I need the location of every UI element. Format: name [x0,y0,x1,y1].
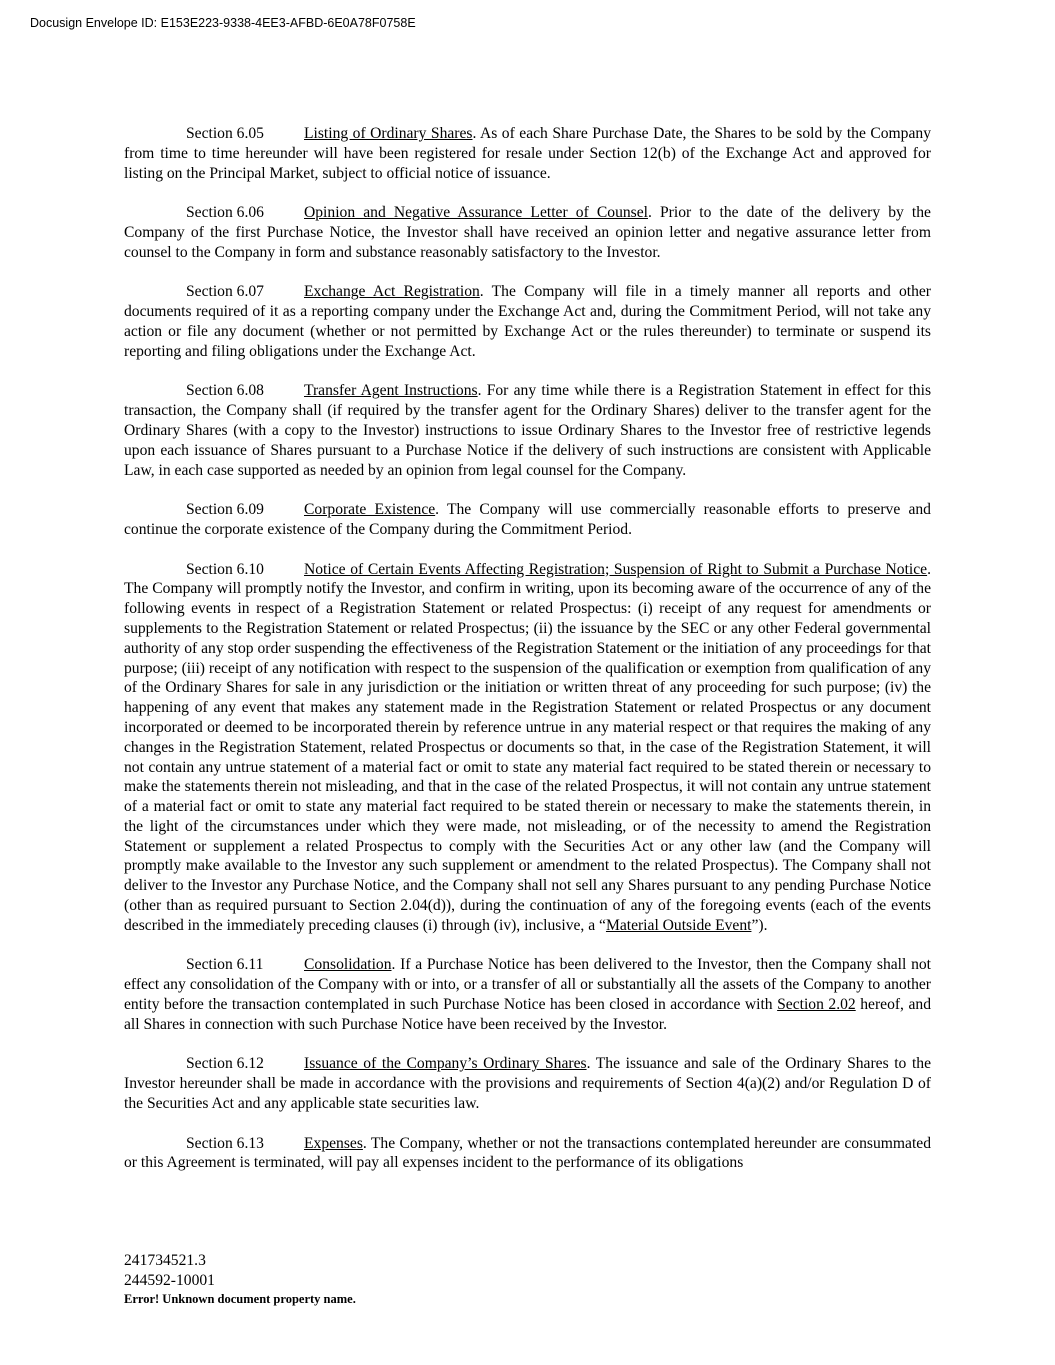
page-footer [124,1251,356,1308]
section-tail: hereof, and all Shares in connection with such Purchase Notice have been received by the Investor. [124,996,931,1033]
section-text: . If a Purchase Notice has been delivered to the Investor, then the Company shall not effect any consolidation of the Company with or into, or a transfer of all or substantially all the assets of the Company to another entity before the transaction contemplated in such Purchase Notice has been closed in accordance with [124,956,931,1014]
section-number: Section 6.06 [186,204,264,222]
matter-number: 244592-10001 [124,1271,215,1289]
section-6-05 [124,124,931,183]
section-text: . Prior to the date of the delivery by the Company of the first Purchase Notice, the Investor shall have received an opinion letter and negative assurance letter from counsel to the Company in form and substance reasonably satisfactory to the Investor. [124,204,931,261]
section-reference: Section 2.02 [777,996,856,1014]
section-6-08 [124,381,931,480]
section-title: Listing of Ordinary Shares [304,125,473,142]
section-number: Section 6.07 [186,283,264,301]
section-6-07 [124,282,931,361]
section-title: Notice of Certain Events Affecting Registration; Suspension of Right to Submit a Purchase Notice [304,560,928,578]
section-title: Opinion and Negative Assurance Letter of Counsel [304,204,648,222]
section-6-10 [124,560,931,936]
section-text: . For any time while there is a Registration Statement in effect for this transaction, the Company shall (if required by the transfer agent for the Ordinary Shares) deliver to the transfer agent for the Ordinary Shares (with a copy to the Investor) instructions to issue Ordinary Shares to the Investor free of restrictive legends upon each issuance of Shares pursuant to a Purchase Notice if the delivery of such instructions are consistent with Applicable Law, in each case supported as needed by an opinion from legal counsel for the Company. [124,382,932,479]
section-title: Consolidation [304,956,392,974]
section-number: Section 6.11 [186,956,264,974]
section-number: Section 6.12 [186,1055,264,1073]
section-6-12 [124,1054,931,1113]
section-title: Expenses [304,1134,363,1152]
section-text: . The issuance and sale of the Ordinary Shares to the Investor hereunder shall be made in accordance with the provisions and requirements of Section 4(a)(2) and/or Regulation D of the Securities Act and any applicable state securities law. [124,1055,931,1113]
section-title: Issuance of the Company’s Ordinary Shares [304,1055,587,1073]
section-text: . The Company will promptly notify the Investor, and confirm in writing, upon its becoming aware of the occurrence of any of the following events in respect of a Registration Statement or related Prospectus: (i) receipt of any request for amendments or supplements to the Registration Statement or related Prospectus; (ii) the issuance by the SEC or any other Federal governmental authority of any stop order suspending the effectiveness of the Registration Statement or the initiation of any proceedings for that purpose; (iii) receipt of any notification with respect to the suspension of the qualification or exemption from qualification of any of the Ordinary Shares for sale in any jurisdiction or the initiation or written threat of any proceeding for such purpose; (iv) the happening of any event that makes any statement made in the Registration Statement or related Prospectus or any document incorporated or deemed to be incorporated therein by reference untrue in any material respect or that requires the making of any changes in the Registration Statement, related Prospectus or documents so that, in the case of the Registration Statement, it will not contain any untrue statement of a material fact or omit to state any material fact required to be stated therein or necessary to make the statements therein not misleading, and that in the case of the related Prospectus, it will not contain any untrue statement of a material fact or omit to state any material fact required to be stated therein or necessary to make the statements therein, in the light of the circumstances under which they were made, not misleading, or of the necessity to amend the Registration Statement or supplement a related Prospectus to comply with the Securities Act or any other law (and the Company will promptly make available to the Investor any such supplement or amendment to the related Prospectus). The Company shall not deliver to the Investor any Purchase Notice, and the Company shall not sell any Shares pursuant to any pending Purchase Notice (other than as required pursuant to Section 2.04(d)), during the continuation of any of the foregoing events (each of the events described in the immediately preceding clauses (i) through (iv), inclusive, a “ [124,560,931,934]
section-number: Section 6.05 [186,125,264,142]
envelope-id: Docusign Envelope ID: E153E223-9338-4EE3-AFBD-6E0A78F0758E [30,16,416,30]
section-6-13 [124,1134,931,1174]
section-text: . As of each Share Purchase Date, the Shares to be sold by the Company from time to time hereunder will have been registered for resale under Section 12(b) of the Exchange Act and approved for listing on the Principal Market, subject to official notice of issuance. [124,125,931,182]
section-number: Section 6.13 [186,1134,264,1152]
section-tail: ”). [751,916,768,934]
section-number: Section 6.09 [186,501,264,519]
section-title: Exchange Act Registration [304,283,480,301]
section-text: . The Company will file in a timely manner all reports and other documents required of it as a reporting company under the Exchange Act and, during the Commitment Period, will not take any action or file any document (whether or not permitted by Exchange Act or the rules thereunder) to terminate or suspend its reporting and filing obligations under the Exchange Act. [124,283,932,360]
property-error: Error! Unknown document property name. [124,1292,356,1306]
section-6-06 [124,203,931,262]
section-title: Corporate Existence [304,501,436,519]
section-title: Transfer Agent Instructions [304,382,478,400]
document-body [124,124,931,1173]
defined-term: Material Outside Event [605,916,752,934]
section-text: . The Company will use commercially reasonable efforts to preserve and continue the corporate existence of the Company during the Commitment Period. [124,501,931,538]
document-number: 241734521.3 [124,1252,206,1269]
section-6-09 [124,500,931,540]
section-6-11 [124,955,931,1034]
section-number: Section 6.08 [186,382,264,400]
section-text: . The Company, whether or not the transactions contemplated hereunder are consummated or this Agreement is terminated, will pay all expenses incident to the performance of its obligations [124,1134,931,1172]
section-number: Section 6.10 [186,560,264,578]
